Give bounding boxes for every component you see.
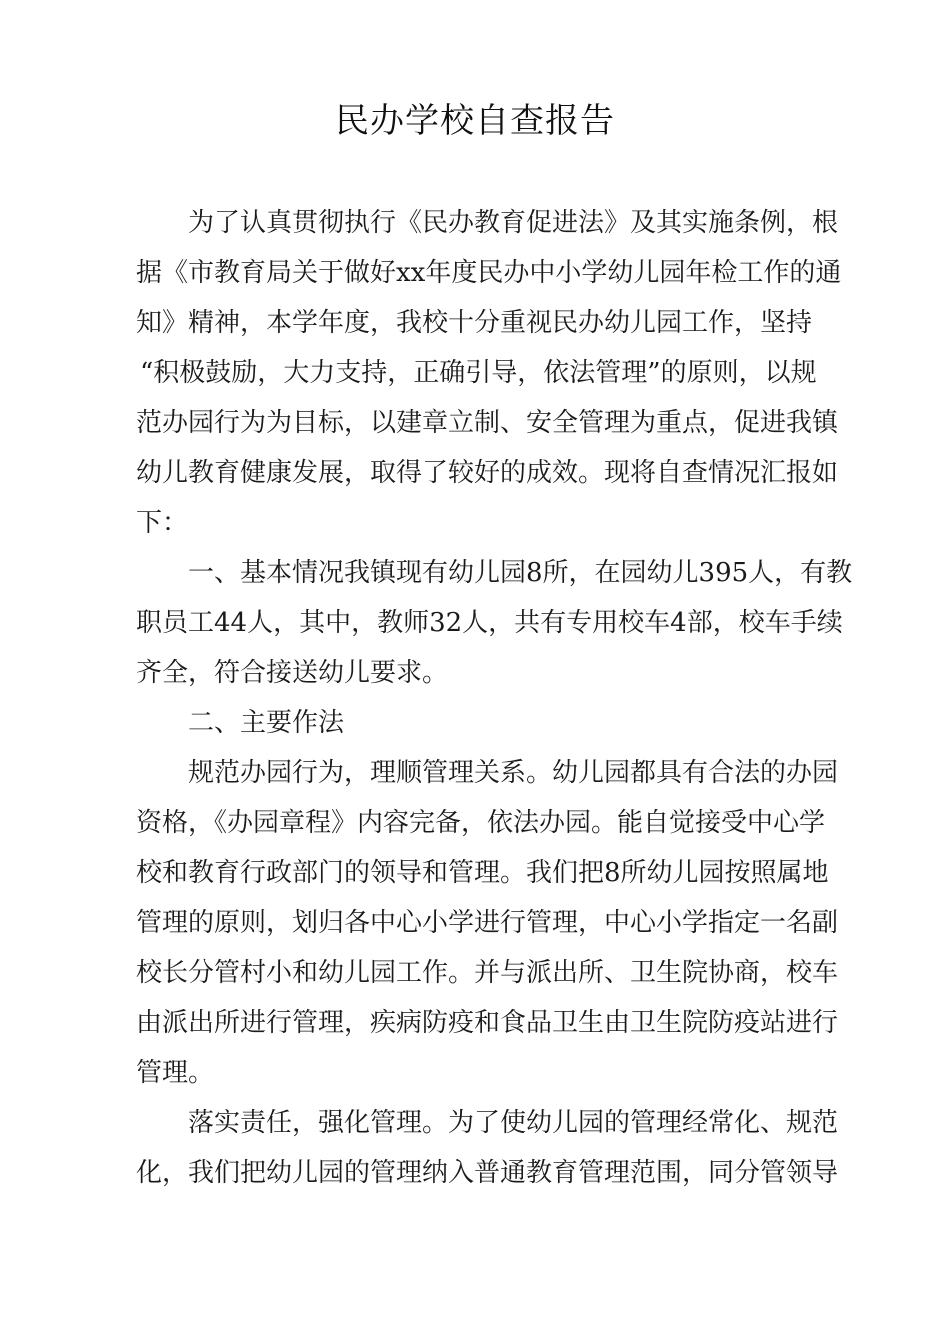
body-line: 范办园行为为目标，以建章立制、安全管理为重点，促进我镇 <box>136 408 839 438</box>
body-line: 化，我们把幼儿园的管理纳入普通教育管理范围，同分管领导 <box>136 1158 839 1188</box>
body-line: 一、基本情况我镇现有幼儿园8所，在园幼儿395人，有教 <box>188 558 853 588</box>
body-line: 下： <box>136 508 189 538</box>
body-line: 由派出所进行管理，疾病防疫和食品卫生由卫生院防疫站进行 <box>136 1008 839 1038</box>
body-line: 职员工44人，其中，教师32人，共有专用校车4部，校车手续 <box>136 608 843 638</box>
body-line: 校长分管村小和幼儿园工作。并与派出所、卫生院协商，校车 <box>136 958 839 988</box>
body-line: 管理的原则，划归各中心小学进行管理，中心小学指定一名副 <box>136 908 839 938</box>
document-title: 民办学校自查报告 <box>335 101 615 141</box>
body-line: 为了认真贯彻执行《民办教育促进法》及其实施条例，根 <box>188 208 839 238</box>
section-heading: 二、主要作法 <box>188 708 345 738</box>
body-line: 资格，《办园章程》内容完备，依法办园。能自觉接受中心学 <box>136 808 826 838</box>
body-line: 据《市教育局关于做好xx年度民办中小学幼儿园年检工作的通 <box>136 258 842 288</box>
body-line: 知》精神，本学年度，我校十分重视民办幼儿园工作，坚持 <box>136 308 813 338</box>
body-line: 齐全，符合接送幼儿要求。 <box>136 658 449 688</box>
body-line: 校和教育行政部门的领导和管理。我们把8所幼儿园按照属地 <box>136 858 829 888</box>
body-line: 规范办园行为，理顺管理关系。幼儿园都具有合法的办园 <box>188 758 839 788</box>
body-line: 幼儿教育健康发展，取得了较好的成效。现将自查情况汇报如 <box>136 458 839 488</box>
body-line: 管理。 <box>136 1058 215 1088</box>
body-line: “积极鼓励，大力支持，正确引导，依法管理”的原则，以规 <box>140 358 817 388</box>
body-line: 落实责任，强化管理。为了使幼儿园的管理经常化、规范 <box>188 1108 839 1138</box>
